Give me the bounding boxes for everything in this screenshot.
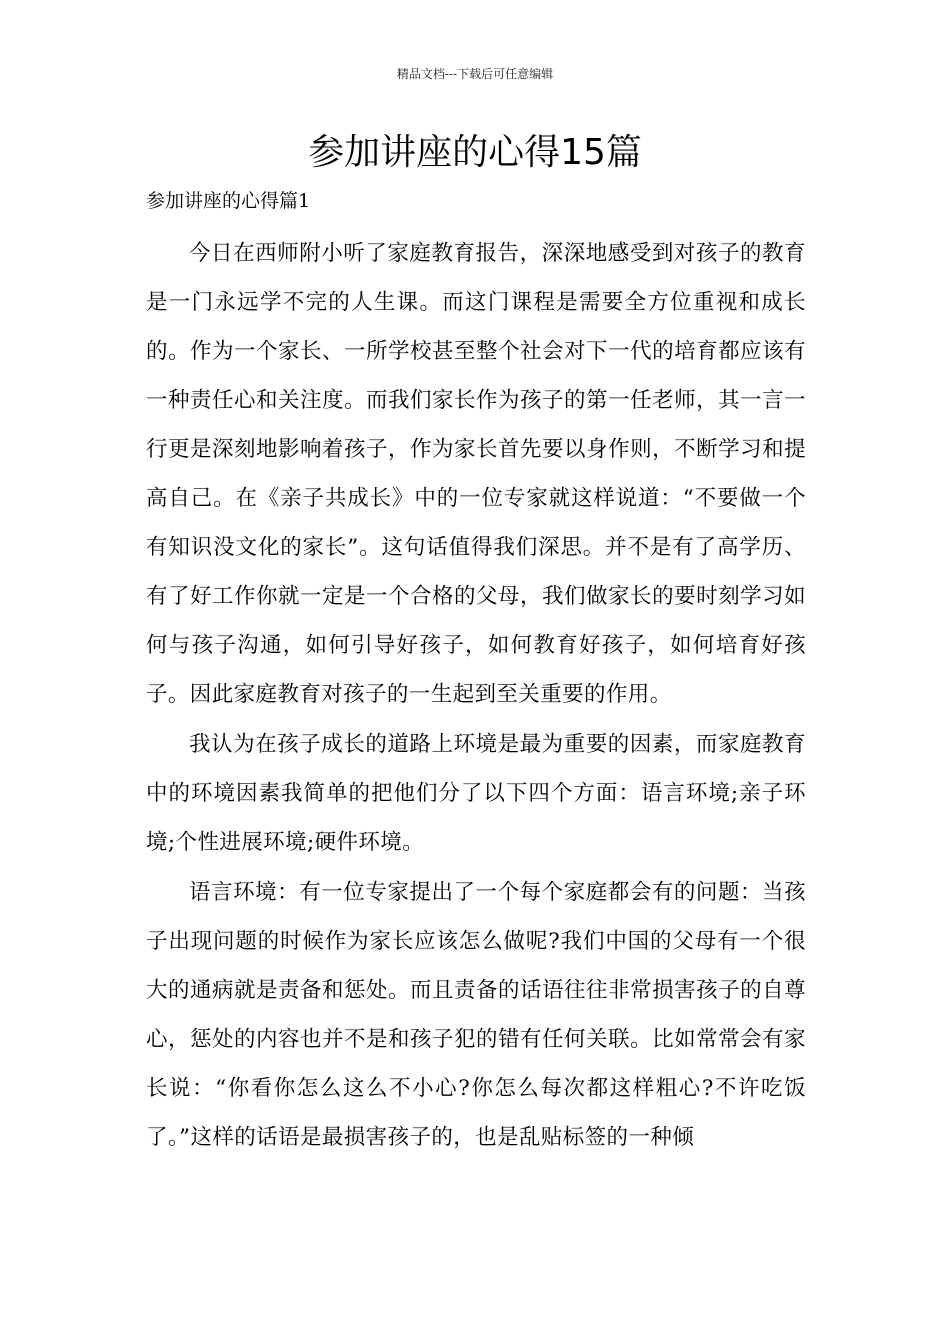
document-title: 参加讲座的心得15篇	[308, 132, 642, 173]
paragraph: 今日在西师附小听了家庭教育报告，深深地感受到对孩子的教育是一门永远学不完的人生课。而这门课程是需要全方位重视和成长的。作为一个家长、一所学校甚至整个社会对下一代的培育都应该有一种责任心和关注度。而我们家长作为孩子的第一任老师，其一言一行更是深刻地影响着孩子，作为家长首先要以身作则，不断学习和提高自己。在《亲子共成长》中的一位专家就这样说道：“不要做一个有知识没文化的家长”。这句话值得我们深思。并不是有了高学历、有了好工作你就一定是一个合格的父母，我们做家长的要时刻学习如何与孩子沟通，如何引导好孩子，如何教育好孩子，如何培育好孩子。因此家庭教育对孩子的一生起到至关重要的作用。	[146, 241, 806, 707]
paragraph: 我认为在孩子成长的道路上环境是最为重要的因素，而家庭教育中的环境因素我简单的把他们分了以下四个方面：语言环境;亲子环境;个性进展环境;硬件环境。	[146, 732, 806, 855]
header-note: 精品文档---下载后可任意编辑	[396, 67, 554, 81]
body-text	[146, 229, 806, 1163]
paragraph: 语言环境：有一位专家提出了一个每个家庭都会有的问题：当孩子出现问题的时候作为家长应该怎么做呢?我们中国的父母有一个很大的通病就是责备和惩处。而且责备的话语往往非常损害孩子的自尊心，惩处的内容也并不是和孩子犯的错有任何关联。比如常常会有家长说：“你看你怎么这么不小心?你怎么每次都这样粗心?不许吃饭了。”这样的话语是最损害孩子的，也是乱贴标签的一种倾	[146, 880, 806, 1150]
section-heading: 参加讲座的心得篇1	[146, 190, 311, 212]
